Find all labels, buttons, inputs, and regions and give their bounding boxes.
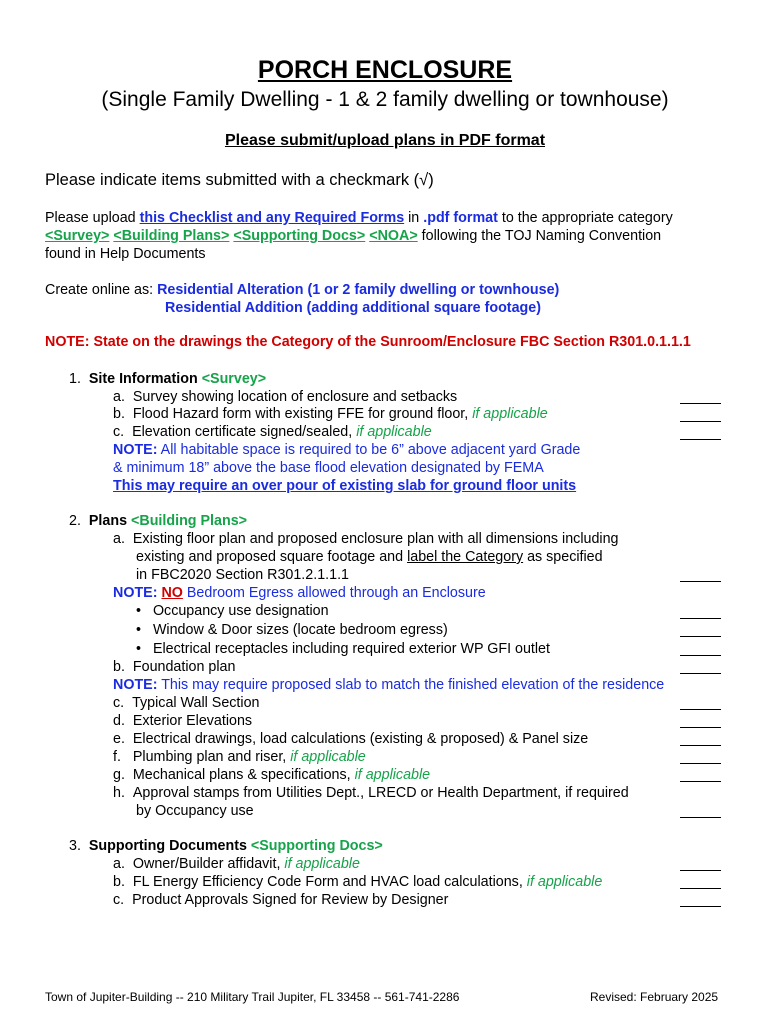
item-2a-line1: a. Existing floor plan and proposed enclosure plan with all dimensions including	[113, 531, 619, 547]
checkbox-line-1a[interactable]	[680, 403, 721, 404]
checkbox-line-3b[interactable]	[680, 888, 721, 889]
checkbox-line-2a-bullet1[interactable]	[680, 618, 721, 619]
checkbox-line-2a[interactable]	[680, 581, 721, 582]
checkbox-line-1c[interactable]	[680, 439, 721, 440]
checkbox-line-2b[interactable]	[680, 673, 721, 674]
item-2a-line3: in FBC2020 Section R301.2.1.1.1	[136, 567, 350, 583]
section-1-tag: <Survey>	[201, 371, 267, 387]
checkbox-line-2a-bullet2[interactable]	[680, 636, 721, 637]
submit-format-note: Please submit/upload plans in PDF format	[224, 132, 546, 149]
slab-note: NOTE: This may require proposed slab to match the finished elevation of the residence	[113, 677, 665, 693]
category-survey: <Survey>	[45, 228, 110, 244]
item-3a: a. Owner/Builder affidavit, if applicable	[113, 856, 360, 872]
bullet-window-door: • Window & Door sizes (locate bedroom egress)	[136, 622, 448, 638]
section-1-note-line1: NOTE: All habitable space is required to be 6” above adjacent yard Grade	[113, 442, 581, 458]
upload-instructions-line1: Please upload this Checklist and any Required Forms in .pdf format to the appropriate category	[45, 210, 673, 226]
item-2f: f. Plumbing plan and riser, if applicable	[113, 749, 366, 765]
checkbox-line-2d[interactable]	[680, 727, 721, 728]
item-2d: d. Exterior Elevations	[113, 713, 253, 729]
bullet-electrical: • Electrical receptacles including required exterior WP GFI outlet	[136, 641, 550, 657]
section-1-heading: 1. Site Information <Survey>	[69, 371, 267, 387]
bullet-occupancy: • Occupancy use designation	[136, 603, 329, 619]
residential-alteration-option: Residential Alteration (1 or 2 family dwelling or townhouse)	[157, 282, 560, 298]
checkmark-instruction: Please indicate items submitted with a checkmark (√)	[45, 171, 434, 189]
page-title: PORCH ENCLOSURE	[257, 56, 513, 84]
item-2g: g. Mechanical plans & specifications, if applicable	[113, 767, 431, 783]
upload-instructions-line3: found in Help Documents	[45, 246, 206, 262]
item-2h-line1: h. Approval stamps from Utilities Dept., LRECD or Health Department, if required	[113, 785, 629, 801]
item-2e: e. Electrical drawings, load calculations (existing & proposed) & Panel size	[113, 731, 589, 747]
category-supporting-docs: <Supporting Docs>	[233, 228, 366, 244]
checklist-forms-link[interactable]: this Checklist and any Required Forms	[139, 210, 405, 226]
section-2-tag: <Building Plans>	[131, 513, 248, 529]
footer-revised-date: Revised: February 2025	[590, 990, 719, 1004]
section-1-note-line2: & minimum 18” above the base flood elevation designated by FEMA	[113, 460, 544, 476]
checkbox-line-3a[interactable]	[680, 870, 721, 871]
section-1-note-line3: This may require an over pour of existing slab for ground floor units	[113, 478, 577, 494]
checkbox-line-2a-bullet3[interactable]	[680, 655, 721, 656]
item-3c: c. Product Approvals Signed for Review by Designer	[113, 892, 449, 908]
checkbox-line-2h[interactable]	[680, 817, 721, 818]
page-subtitle: (Single Family Dwelling - 1 & 2 family dwelling or townhouse)	[101, 88, 669, 111]
checkbox-line-2e[interactable]	[680, 745, 721, 746]
checkbox-line-2f[interactable]	[680, 763, 721, 764]
checkbox-line-2c[interactable]	[680, 709, 721, 710]
section-3-tag: <Supporting Docs>	[250, 838, 383, 854]
residential-addition-option: Residential Addition (adding additional square footage)	[165, 300, 541, 316]
sunroom-category-note: NOTE: State on the drawings the Category of the Sunroom/Enclosure FBC Section R301.0.1.1.1	[45, 334, 691, 350]
egress-note: NOTE: NO Bedroom Egress allowed through an Enclosure	[113, 585, 486, 601]
category-building-plans: <Building Plans>	[113, 228, 230, 244]
category-noa: <NOA>	[369, 228, 418, 244]
item-1b: b. Flood Hazard form with existing FFE for ground floor, if applicable	[113, 406, 548, 422]
item-2c: c. Typical Wall Section	[113, 695, 260, 711]
pdf-format-text: .pdf format	[423, 210, 498, 226]
checkbox-line-2g[interactable]	[680, 781, 721, 782]
item-2a-line2: existing and proposed square footage and label the Category as specified	[136, 549, 603, 565]
item-3b: b. FL Energy Efficiency Code Form and HVAC load calculations, if applicable	[113, 874, 603, 890]
item-2b: b. Foundation plan	[113, 659, 236, 675]
checkbox-line-3c[interactable]	[680, 906, 721, 907]
section-3-heading: 3. Supporting Documents <Supporting Docs>	[69, 838, 383, 854]
footer-address: Town of Jupiter-Building -- 210 Military Trail Jupiter, FL 33458 -- 561-741-2286	[45, 990, 460, 1004]
upload-instructions-line2: <Survey> <Building Plans> <Supporting Docs> <NOA> following the TOJ Naming Convention	[45, 228, 662, 244]
checkbox-line-1b[interactable]	[680, 421, 721, 422]
item-1a: a. Survey showing location of enclosure and setbacks	[113, 389, 458, 405]
item-1c: c. Elevation certificate signed/sealed, if applicable	[113, 424, 432, 440]
item-2h-line2: by Occupancy use	[136, 803, 254, 819]
section-2-heading: 2. Plans <Building Plans>	[69, 513, 248, 529]
create-online-line1: Create online as: Residential Alteration (1 or 2 family dwelling or townhouse)	[45, 282, 560, 298]
